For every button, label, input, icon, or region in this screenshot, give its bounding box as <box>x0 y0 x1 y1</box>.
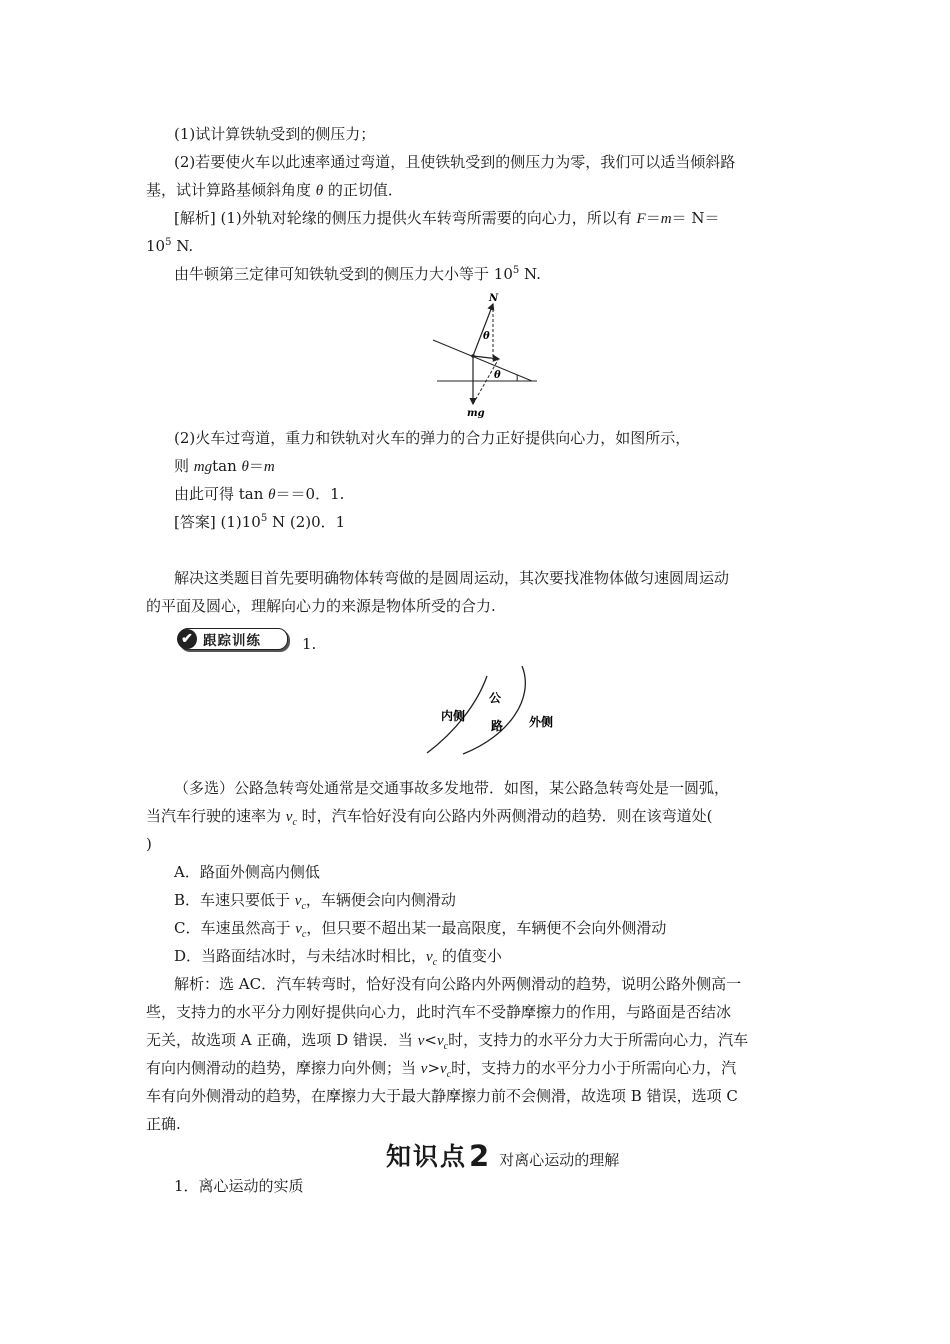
dashed-diagonal <box>473 360 498 404</box>
badge-label: 跟踪训练 <box>203 633 261 649</box>
road-outer-edge <box>463 666 525 754</box>
incline-line <box>433 340 532 381</box>
option-d: D．当路面结冰时，与未结冰时相比，$v_c$ 的值变小 <box>174 947 502 968</box>
answer-line: [答案] $(1)10^5$ N (2)0．1 <box>174 513 346 531</box>
label-road-top: 公 <box>489 691 502 705</box>
solution-line6: 正确. <box>146 1115 181 1133</box>
analysis-line2: $10^5$ N. <box>146 237 194 255</box>
question-part-2-line2: 基，试计算路基倾斜角度 θ 的正切值． <box>146 181 403 199</box>
exercise-number: 1. <box>302 635 317 653</box>
question-part-1: (1)试计算铁轨受到的侧压力； <box>174 125 376 143</box>
option-c: C．车速虽然高于 $v_c$，但只要不超出某一最高限度，车辆便不会向外侧滑动 <box>174 919 667 940</box>
force-diagram <box>425 292 545 420</box>
label-N: N <box>489 293 499 304</box>
solution-line4: 有向内侧滑动的趋势，摩擦力向外侧；当 $v>v_c$时，支持力的水平分力小于所需向心力，汽 <box>146 1059 737 1080</box>
summary-line1: 解决这类题目首先要明确物体转弯做的是圆周运动，其次要找准物体做匀速圆周运动 <box>174 569 730 587</box>
tracking-training-badge <box>178 628 288 650</box>
heading-subtitle: 对离心运动的理解 <box>499 1151 620 1169</box>
question-line3: ) <box>146 835 152 853</box>
normal-force-arrow <box>473 304 493 356</box>
newton-third-law: 由牛顿第三定律可知铁轨受到的侧压力大小等于 $10^5$ N. <box>174 265 541 283</box>
analysis-line1: [解析] (1)外轨对轮缘的侧压力提供火车转弯所需要的向心力，所以有 F＝m＝ N＝ <box>174 209 720 227</box>
heading-number: 2 <box>469 1139 490 1173</box>
label-road-bottom: 路 <box>491 719 504 733</box>
analysis-label: [解析] <box>174 209 216 227</box>
option-b: B．车速只要低于 $v_c$，车辆便会向内侧滑动 <box>174 891 456 912</box>
road-curve-diagram <box>425 664 590 756</box>
label-outer-side: 外侧 <box>529 715 554 729</box>
solution-line2: 些，支持力的水平分力刚好提供向心力，此时汽车不受静摩擦力的作用，与路面是否结冰 <box>146 1003 732 1021</box>
question-part-2-line1: (2)若要使火车以此速率通过弯道，且使铁轨受到的侧压力为零，我们可以适当倾斜路 <box>174 153 736 171</box>
label-theta-top: θ <box>483 331 490 342</box>
section-heading <box>386 1137 619 1173</box>
list-item-1: 1．离心运动的实质 <box>174 1177 304 1195</box>
answer-label: [答案] <box>174 513 216 531</box>
label-mg: mg <box>467 408 485 419</box>
label-inner-side: 内侧 <box>441 709 466 723</box>
part2-then: 则 mgtan θ＝m <box>174 457 275 475</box>
part2-line1: (2)火车过弯道，重力和铁轨对火车的弹力的合力正好提供向心力，如图所示， <box>174 429 691 447</box>
part2-derive: 由此可得 tan θ＝＝0．1. <box>174 485 345 503</box>
question-line1: （多选）公路急转弯处通常是交通事故多发地带．如图，某公路急转弯处是一圆弧， <box>174 779 730 797</box>
option-a: A．路面外侧高内侧低 <box>174 863 320 881</box>
solution-line1: 解析：选 AC．汽车转弯时，恰好没有向公路内外两侧滑动的趋势，说明公路外侧高一 <box>174 975 742 993</box>
solution-line3: 无关，故选项 A 正确，选项 D 错误．当 $v<v_c$时，支持力的水平分力大于所需向心力，汽车 <box>146 1031 749 1052</box>
pivot-point <box>471 354 475 358</box>
label-theta-right: θ <box>494 370 501 381</box>
heading-title: 知识点 <box>386 1142 468 1171</box>
summary-line2: 的平面及圆心，理解向心力的来源是物体所受的合力. <box>146 597 496 615</box>
question-line2: 当汽车行驶的速率为 $v_c$ 时，汽车恰好没有向公路内外两侧滑动的趋势．则在该弯道处( <box>146 807 713 828</box>
solution-line5: 车有向外侧滑动的趋势，在摩擦力大于最大静摩擦力前不会侧滑，故选项 B 错误，选项 C <box>146 1087 738 1105</box>
check-icon: ✔ <box>177 629 197 649</box>
